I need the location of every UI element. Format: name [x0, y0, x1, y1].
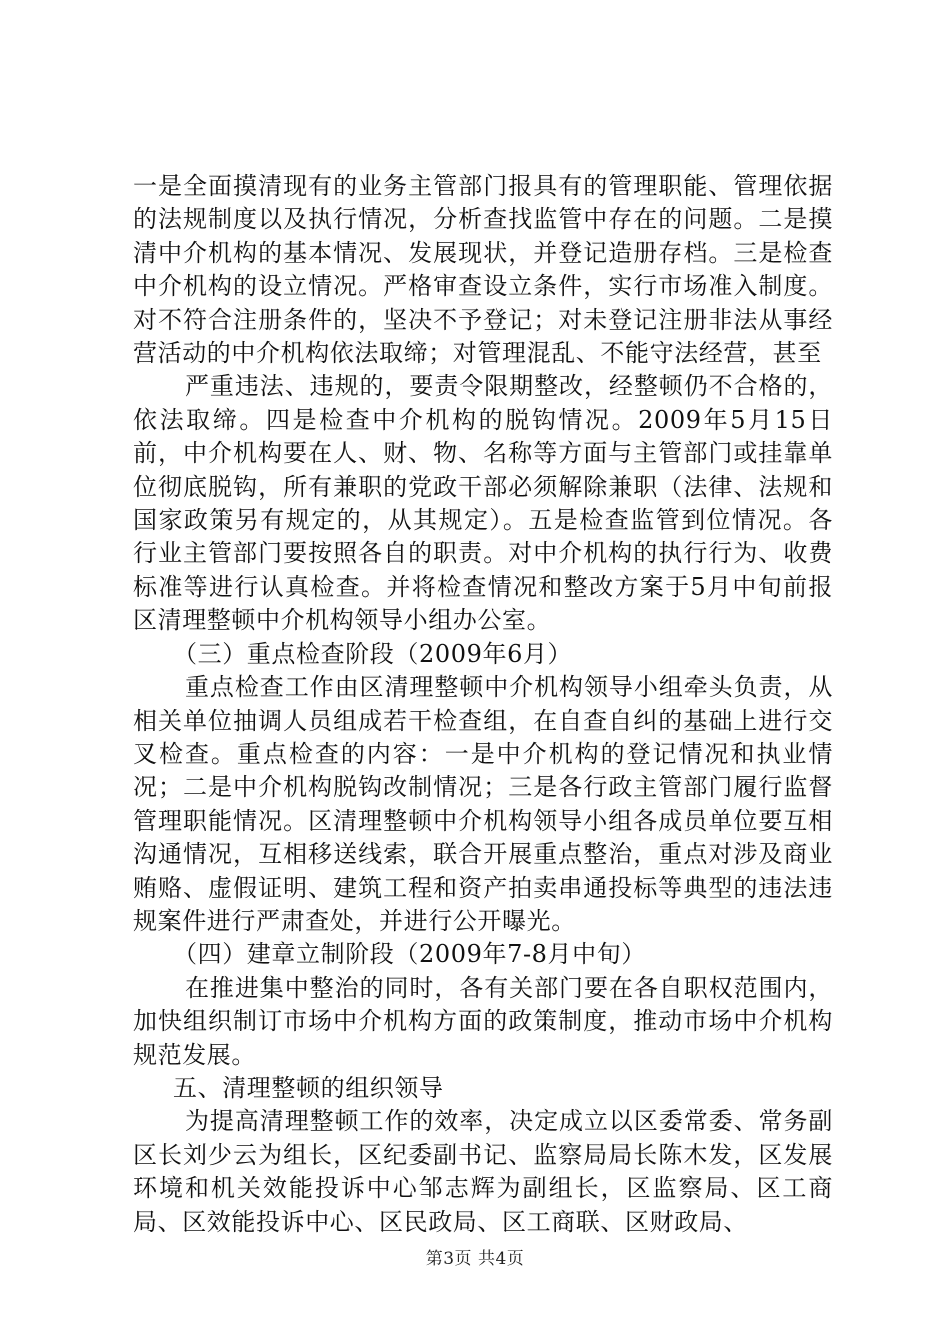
- paragraph-rules-stage: 在推进集中整治的同时，各有关部门要在各自职权范围内，加快组织制订市场中介机构方面的政策制度，推动市场中介机构规范发展。: [133, 973, 833, 1069]
- paragraph-key-inspection: 重点检查工作由区清理整顿中介机构领导小组牵头负责，从相关单位抽调人员组成若干检查组，在自查自纠的基础上进行交叉检查。重点检查的内容：一是中介机构的登记情况和执业情况；二是中介机构脱钩改制情况；三是各行政主管部门履行监督管理职能情况。区清理整顿中介机构领导小组各成员单位要互相沟通情况，互相移送线索，联合开展重点整治，重点对涉及商业贿赂、虚假证明、建筑工程和资产拍卖串通投标等典型的违法违规案件进行严肃查处，并进行公开曝光。: [133, 673, 833, 935]
- section-heading-key-inspection: （三）重点检查阶段（2009年6月）: [173, 639, 573, 668]
- paragraph-decoupling-check: 严重违法、违规的，要责令限期整改，经整顿仍不合格的，依法取缔。四是检查中介机构的脱钩情况。2009年5月15日前，中介机构要在人、财、物、名称等方面与主管部门或挂靠单位彻底脱钩，所有兼职的党政干部必须解除兼职（法律、法规和国家政策另有规定的，从其规定）。五是检查监管到位情况。各行业主管部门要按照各自的职责。对中介机构的执行行为、收费标准等进行认真检查。并将检查情况和整改方案于5月中旬前报区清理整顿中介机构领导小组办公室。: [133, 372, 833, 635]
- section-heading-organization: 五、清理整顿的组织领导: [173, 1073, 444, 1102]
- document-body: [133, 170, 833, 1239]
- paragraph-organization: 为提高清理整顿工作的效率，决定成立以区委常委、常务副区长刘少云为组长，区纪委副书记、监察局局长陈木发，区发展环境和机关效能投诉中心邹志辉为副组长，区监察局、区工商局、区效能投诉中心、区民政局、区工商联、区财政局、: [133, 1107, 833, 1236]
- section-heading-rules-stage: （四）建章立制阶段（2009年7-8月中旬）: [173, 940, 646, 969]
- paragraph-check-scope: 一是全面摸清现有的业务主管部门报具有的管理职能、管理依据的法规制度以及执行情况，分析查找监管中存在的问题。二是摸清中介机构的基本情况、发展现状，并登记造册存档。三是检查中介机构的设立情况。严格审查设立条件，实行市场准入制度。对不符合注册条件的，坚决不予登记；对未登记注册非法从事经营活动的中介机构依法取缔；对管理混乱、不能守法经营，甚至: [133, 172, 833, 368]
- page-number-footer: 第3页 共4页: [425, 1249, 525, 1269]
